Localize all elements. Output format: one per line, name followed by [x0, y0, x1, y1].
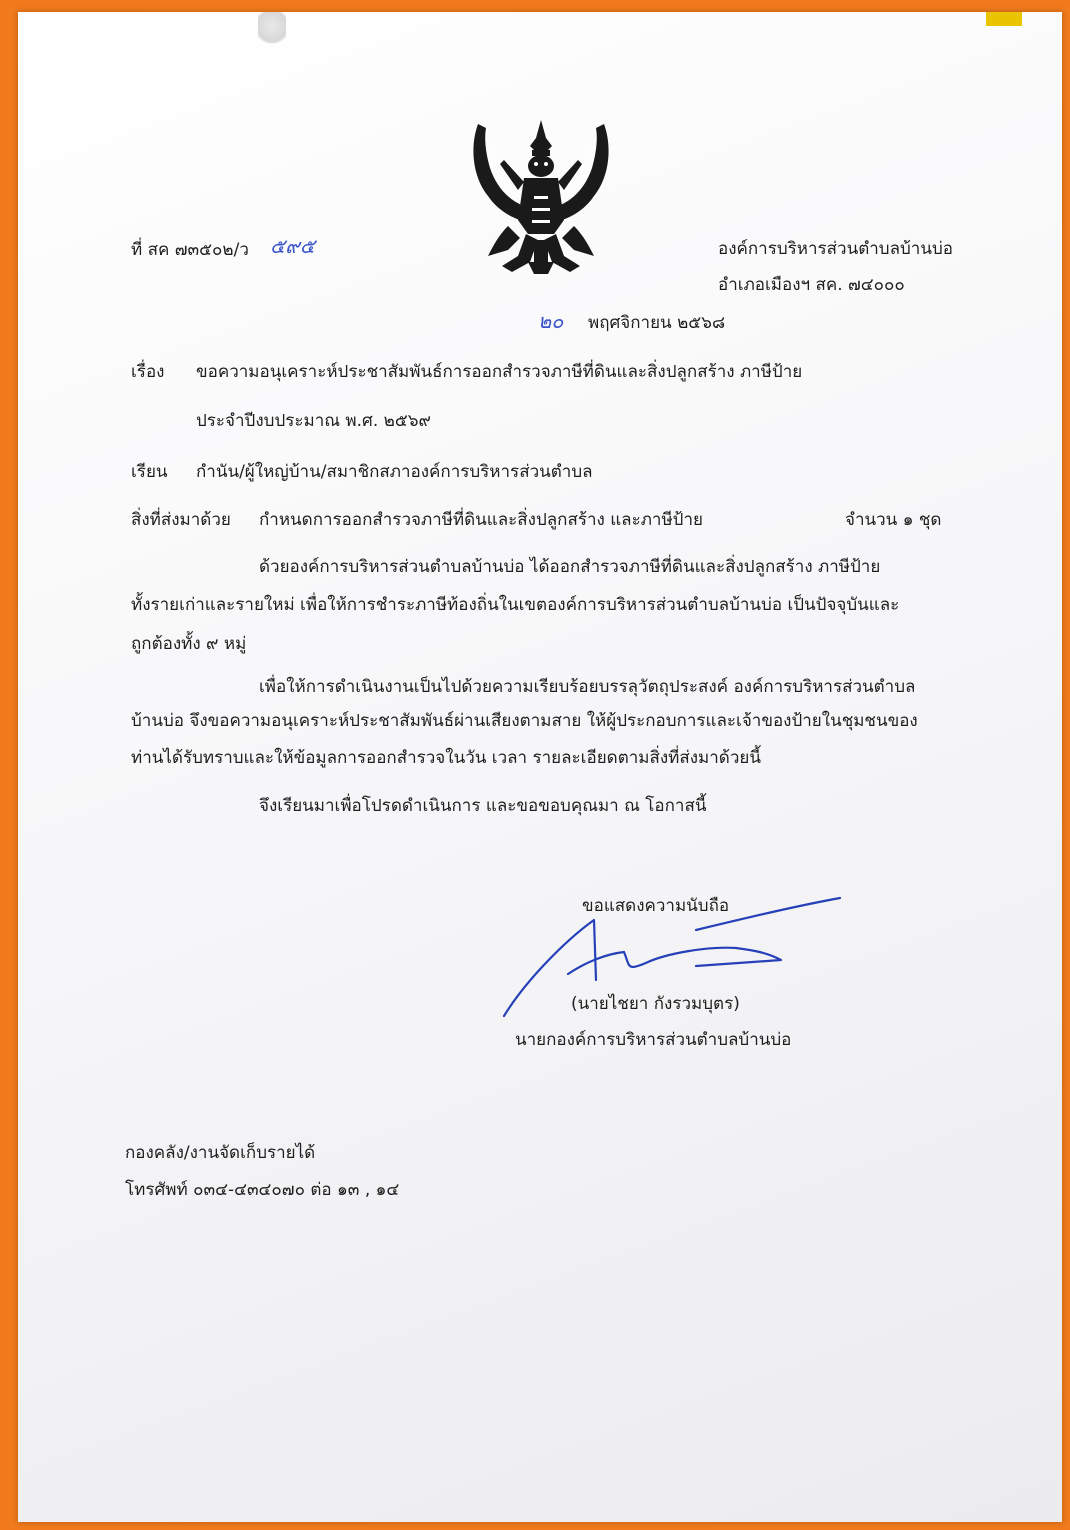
corner-tape	[986, 12, 1022, 26]
paragraph-2-line-2: บ้านบ่อ จึงขอความอนุเคราะห์ประชาสัมพันธ์ผ่านเสียงตามสาย ให้ผู้ประกอบการและเจ้าของป้ายในชุมชนของ	[131, 711, 918, 731]
paragraph-3-line-1: จึงเรียนมาเพื่อโปรดดำเนินการ และขอขอบคุณมา ณ โอกาสนี้	[259, 796, 707, 816]
closing-salutation: ขอแสดงความนับถือ	[582, 896, 730, 916]
sender-organization: องค์การบริหารส่วนตำบลบ้านบ่อ	[718, 239, 953, 259]
recipient: กำนัน/ผู้ใหญ่บ้าน/สมาชิกสภาองค์การบริหารส่วนตำบล	[196, 462, 593, 482]
staple-mark	[258, 12, 286, 48]
recipient-label: เรียน	[131, 462, 168, 482]
enclosure-description: กำหนดการออกสำรวจภาษีที่ดินและสิ่งปลูกสร้าง และภาษีป้าย	[259, 510, 703, 530]
enclosure-quantity: จำนวน ๑ ชุด	[845, 510, 942, 530]
enclosure-label: สิ่งที่ส่งมาด้วย	[131, 510, 231, 530]
reference-number: ที่ สค ๗๓๕๐๒/ว	[131, 240, 249, 260]
date-month-year: พฤศจิกายน ๒๕๖๘	[588, 313, 726, 333]
paragraph-1-line-3: ถูกต้องทั้ง ๙ หมู่	[131, 634, 247, 654]
reference-number-handwritten: ๕๙๕	[270, 234, 315, 258]
sender-address: อำเภอเมืองฯ สค. ๗๔๐๐๐	[718, 275, 905, 295]
department: กองคลัง/งานจัดเก็บรายได้	[125, 1143, 316, 1163]
subject-line-2: ประจำปีงบประมาณ พ.ศ. ๒๕๖๙	[196, 411, 431, 431]
paragraph-2-line-3: ท่านได้รับทราบและให้ข้อมูลการออกสำรวจในวัน เวลา รายละเอียดตามสิ่งที่ส่งมาด้วยนี้	[131, 748, 761, 768]
garuda-emblem-icon	[468, 116, 614, 278]
phone: โทรศัพท์ ๐๓๔-๔๓๔๐๗๐ ต่อ ๑๓ , ๑๔	[125, 1180, 400, 1200]
paragraph-1-line-1: ด้วยองค์การบริหารส่วนตำบลบ้านบ่อ ได้ออกสำรวจภาษีที่ดินและสิ่งปลูกสร้าง ภาษีป้าย	[259, 557, 881, 577]
signer-name: (นายไชยา กังรวมบุตร)	[571, 994, 740, 1014]
paragraph-2-line-1: เพื่อให้การดำเนินงานเป็นไปด้วยความเรียบร้อยบรรลุวัตถุประสงค์ องค์การบริหารส่วนตำบล	[259, 677, 916, 697]
subject-line-1: ขอความอนุเคราะห์ประชาสัมพันธ์การออกสำรวจภาษีที่ดินและสิ่งปลูกสร้าง ภาษีป้าย	[196, 362, 803, 382]
signer-position: นายกองค์การบริหารส่วนตำบลบ้านบ่อ	[515, 1030, 792, 1050]
subject-label: เรื่อง	[131, 362, 165, 382]
date-day-handwritten: ๒๐	[538, 309, 564, 333]
paragraph-1-line-2: ทั้งรายเก่าและรายใหม่ เพื่อให้การชำระภาษีท้องถิ่นในเขตองค์การบริหารส่วนตำบลบ้านบ่อ เป็นปัจจุบันและ	[131, 595, 900, 615]
